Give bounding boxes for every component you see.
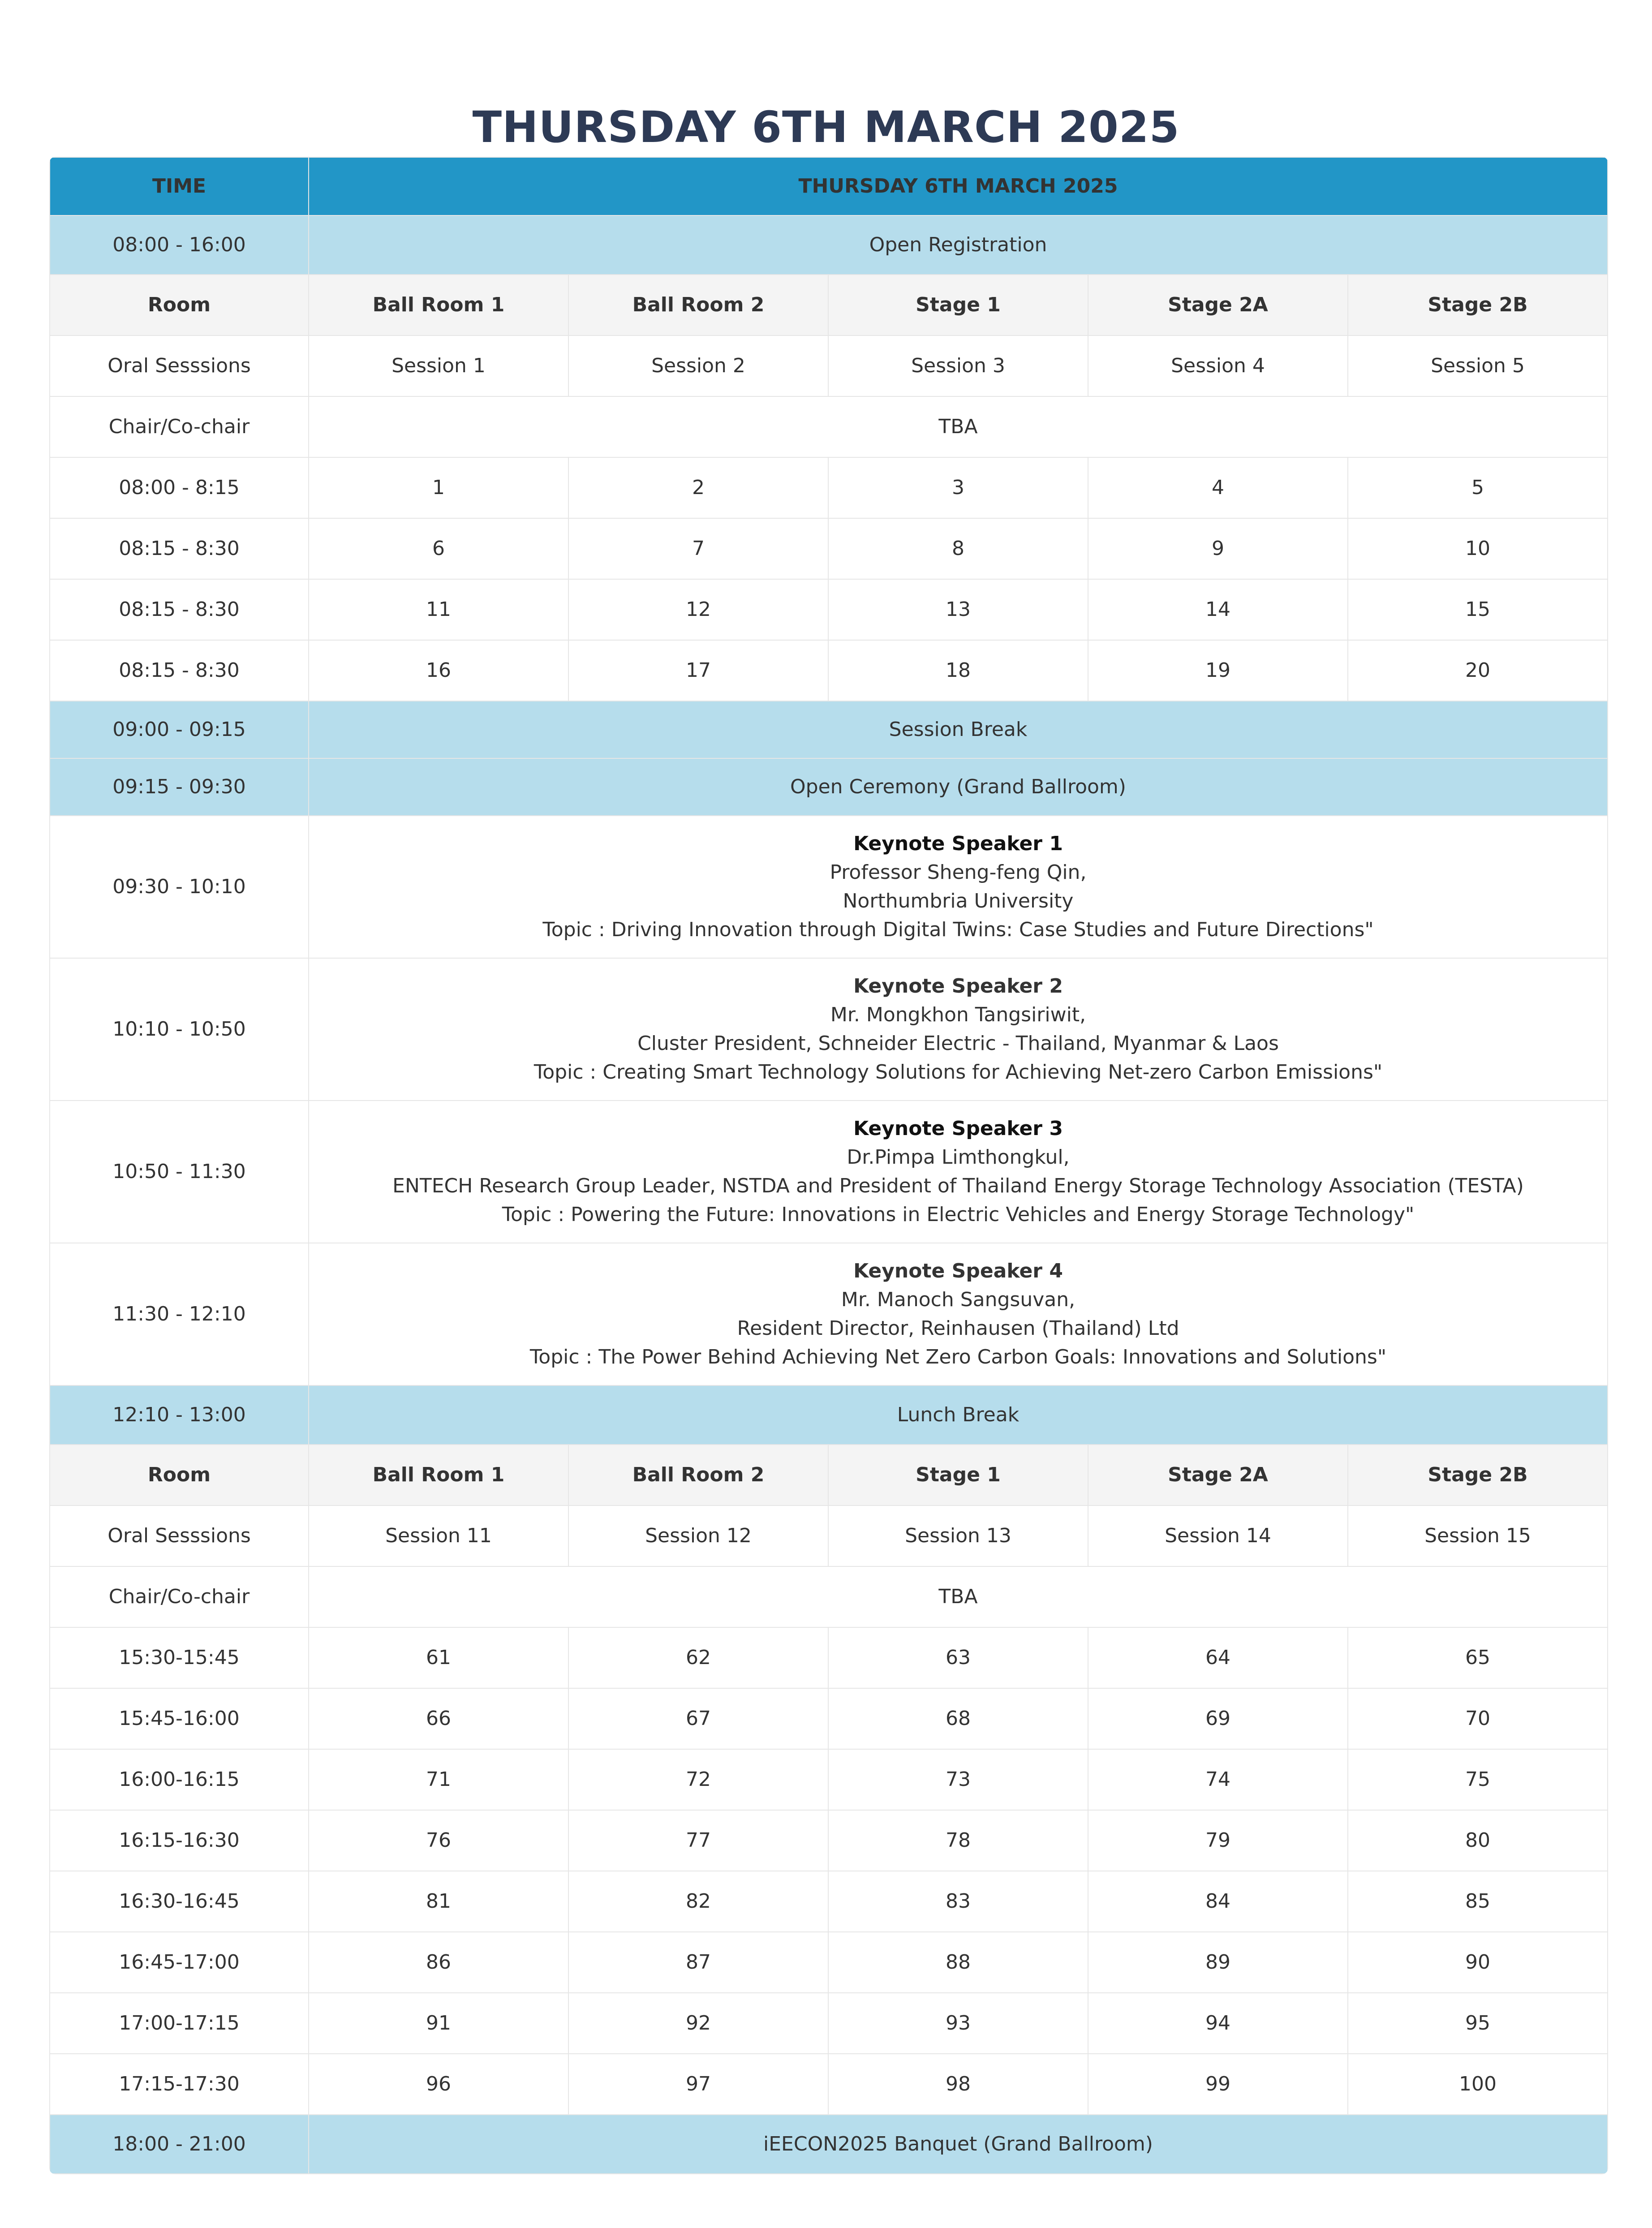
banquet-time: 18:00 - 21:00 [50, 2115, 309, 2174]
paper-number: 15 [1348, 579, 1608, 640]
slot-time: 15:45-16:00 [50, 1688, 309, 1749]
keynote-speaker: Mr. Mongkhon Tangsiriwit, [830, 1003, 1086, 1026]
paper-number: 100 [1348, 2054, 1608, 2115]
paper-number: 19 [1088, 640, 1348, 701]
oral-sessions-label: Oral Sesssions [50, 335, 309, 396]
session-name: Session 5 [1348, 335, 1608, 396]
room-name: Stage 2A [1088, 275, 1348, 335]
paper-number: 66 [309, 1688, 568, 1749]
paper-number: 1 [309, 457, 568, 518]
paper-number: 85 [1348, 1871, 1608, 1932]
paper-number: 89 [1088, 1932, 1348, 1993]
keynote-title: Keynote Speaker 3 [853, 1117, 1063, 1140]
paper-number: 9 [1088, 518, 1348, 579]
keynote-speaker: Mr. Manoch Sangsuvan, [841, 1288, 1076, 1311]
keynote-details [309, 816, 1608, 958]
oral-sessions-label: Oral Sesssions [50, 1505, 309, 1566]
paper-number: 18 [828, 640, 1088, 701]
ceremony-row [50, 758, 1608, 816]
banquet-row [50, 2115, 1608, 2174]
paper-number: 13 [828, 579, 1088, 640]
chair-value: TBA [309, 1566, 1608, 1627]
time-slot-row [50, 640, 1608, 701]
room-header-row [50, 275, 1608, 335]
paper-number: 80 [1348, 1810, 1608, 1871]
oral-sessions-row [50, 1505, 1608, 1566]
paper-number: 84 [1088, 1871, 1348, 1932]
paper-number: 86 [309, 1932, 568, 1993]
session_break-label: Session Break [309, 701, 1608, 758]
keynote-details [309, 958, 1608, 1101]
paper-number: 67 [568, 1688, 828, 1749]
keynote-row [50, 958, 1608, 1101]
paper-number: 82 [568, 1871, 828, 1932]
room-label: Room [50, 1445, 309, 1505]
ceremony-time: 09:15 - 09:30 [50, 758, 309, 816]
time-slot-row [50, 1749, 1608, 1810]
paper-number: 14 [1088, 579, 1348, 640]
paper-number: 7 [568, 518, 828, 579]
time-slot-row [50, 1993, 1608, 2054]
paper-number: 69 [1088, 1688, 1348, 1749]
keynote-details [309, 1243, 1608, 1385]
paper-number: 87 [568, 1932, 828, 1993]
paper-number: 99 [1088, 2054, 1348, 2115]
time-slot-row [50, 1871, 1608, 1932]
header-time: TIME [50, 157, 309, 215]
paper-number: 2 [568, 457, 828, 518]
time-slot-row [50, 1932, 1608, 1993]
paper-number: 83 [828, 1871, 1088, 1932]
slot-time: 17:15-17:30 [50, 2054, 309, 2115]
paper-number: 5 [1348, 457, 1608, 518]
slot-time: 08:15 - 8:30 [50, 640, 309, 701]
paper-number: 91 [309, 1993, 568, 2054]
paper-number: 77 [568, 1810, 828, 1871]
keynote-speaker: Professor Sheng-feng Qin, [830, 861, 1087, 884]
paper-number: 96 [309, 2054, 568, 2115]
paper-number: 20 [1348, 640, 1608, 701]
paper-number: 65 [1348, 1627, 1608, 1688]
chair-label: Chair/Co-chair [50, 1566, 309, 1627]
chair-row [50, 1566, 1608, 1627]
time-slot-row [50, 1810, 1608, 1871]
session_break-row [50, 701, 1608, 758]
paper-number: 81 [309, 1871, 568, 1932]
session-name: Session 4 [1088, 335, 1348, 396]
keynote-topic: Topic : Creating Smart Technology Solutions for Achieving Net-zero Carbon Emissions" [533, 1061, 1383, 1084]
room-name: Stage 2B [1348, 1445, 1608, 1505]
keynote-affiliation: Northumbria University [843, 890, 1074, 912]
keynote-time: 10:10 - 10:50 [50, 958, 309, 1101]
room-name: Ball Room 2 [568, 1445, 828, 1505]
session-name: Session 2 [568, 335, 828, 396]
paper-number: 3 [828, 457, 1088, 518]
room-name: Stage 1 [828, 1445, 1088, 1505]
keynote-time: 09:30 - 10:10 [50, 816, 309, 958]
room-name: Stage 2B [1348, 275, 1608, 335]
keynote-row [50, 1243, 1608, 1385]
slot-time: 17:00-17:15 [50, 1993, 309, 2054]
paper-number: 79 [1088, 1810, 1348, 1871]
time-slot-row [50, 1627, 1608, 1688]
paper-number: 4 [1088, 457, 1348, 518]
paper-number: 76 [309, 1810, 568, 1871]
time-slot-row [50, 518, 1608, 579]
paper-number: 16 [309, 640, 568, 701]
session-name: Session 3 [828, 335, 1088, 396]
paper-number: 73 [828, 1749, 1088, 1810]
session-name: Session 1 [309, 335, 568, 396]
time-slot-row [50, 457, 1608, 518]
session-name: Session 12 [568, 1505, 828, 1566]
paper-number: 68 [828, 1688, 1088, 1749]
paper-number: 8 [828, 518, 1088, 579]
registration-row [50, 215, 1608, 275]
keynote-affiliation: Cluster President, Schneider Electric - Thailand, Myanmar & Laos [637, 1032, 1279, 1055]
keynote-title: Keynote Speaker 2 [853, 975, 1063, 998]
session-name: Session 13 [828, 1505, 1088, 1566]
slot-time: 08:15 - 8:30 [50, 579, 309, 640]
keynote-row [50, 816, 1608, 958]
keynote-title: Keynote Speaker 4 [853, 1260, 1063, 1282]
slot-time: 16:15-16:30 [50, 1810, 309, 1871]
lunch-row [50, 1385, 1608, 1445]
room-name: Ball Room 1 [309, 1445, 568, 1505]
room-name: Stage 2A [1088, 1445, 1348, 1505]
room-name: Ball Room 1 [309, 275, 568, 335]
registration-time: 08:00 - 16:00 [50, 215, 309, 275]
session_break-time: 09:00 - 09:15 [50, 701, 309, 758]
paper-number: 97 [568, 2054, 828, 2115]
paper-number: 6 [309, 518, 568, 579]
slot-time: 16:00-16:15 [50, 1749, 309, 1810]
paper-number: 93 [828, 1993, 1088, 2054]
keynote-topic: Topic : The Power Behind Achieving Net Zero Carbon Goals: Innovations and Solutions" [529, 1346, 1387, 1368]
chair-value: TBA [309, 396, 1608, 457]
paper-number: 64 [1088, 1627, 1348, 1688]
room-name: Stage 1 [828, 275, 1088, 335]
slot-time: 08:15 - 8:30 [50, 518, 309, 579]
paper-number: 72 [568, 1749, 828, 1810]
paper-number: 95 [1348, 1993, 1608, 2054]
paper-number: 17 [568, 640, 828, 701]
session-name: Session 11 [309, 1505, 568, 1566]
keynote-time: 11:30 - 12:10 [50, 1243, 309, 1385]
paper-number: 71 [309, 1749, 568, 1810]
time-slot-row [50, 2054, 1608, 2115]
keynote-time: 10:50 - 11:30 [50, 1101, 309, 1243]
keynote-details [309, 1101, 1608, 1243]
keynote-affiliation: Resident Director, Reinhausen (Thailand) Ltd [737, 1317, 1179, 1340]
slot-time: 08:00 - 8:15 [50, 457, 309, 518]
paper-number: 70 [1348, 1688, 1608, 1749]
keynote-row [50, 1101, 1608, 1243]
paper-number: 10 [1348, 518, 1608, 579]
slot-time: 16:45-17:00 [50, 1932, 309, 1993]
paper-number: 12 [568, 579, 828, 640]
room-label: Room [50, 275, 309, 335]
paper-number: 98 [828, 2054, 1088, 2115]
session-name: Session 14 [1088, 1505, 1348, 1566]
time-slot-row [50, 579, 1608, 640]
banquet-label: iEECON2025 Banquet (Grand Ballroom) [309, 2115, 1608, 2174]
keynote-topic: Topic : Driving Innovation through Digital Twins: Case Studies and Future Directions" [542, 918, 1374, 941]
table-header-row [50, 157, 1608, 215]
room-header-row [50, 1445, 1608, 1505]
page-title: THURSDAY 6TH MARCH 2025 [472, 102, 1180, 153]
slot-time: 16:30-16:45 [50, 1871, 309, 1932]
paper-number: 94 [1088, 1993, 1348, 2054]
header-day: THURSDAY 6TH MARCH 2025 [309, 157, 1608, 215]
lunch-label: Lunch Break [309, 1385, 1608, 1445]
chair-row [50, 396, 1608, 457]
slot-time: 15:30-15:45 [50, 1627, 309, 1688]
room-name: Ball Room 2 [568, 275, 828, 335]
keynote-topic: Topic : Powering the Future: Innovations in Electric Vehicles and Energy Storage Technology" [502, 1203, 1415, 1226]
schedule-table [49, 157, 1608, 2174]
keynote-speaker: Dr.Pimpa Limthongkul, [847, 1146, 1070, 1169]
paper-number: 90 [1348, 1932, 1608, 1993]
paper-number: 62 [568, 1627, 828, 1688]
session-name: Session 15 [1348, 1505, 1608, 1566]
paper-number: 63 [828, 1627, 1088, 1688]
paper-number: 75 [1348, 1749, 1608, 1810]
lunch-time: 12:10 - 13:00 [50, 1385, 309, 1445]
paper-number: 92 [568, 1993, 828, 2054]
paper-number: 74 [1088, 1749, 1348, 1810]
keynote-affiliation: ENTECH Research Group Leader, NSTDA and President of Thailand Energy Storage Technology Association (TESTA) [392, 1174, 1524, 1197]
keynote-title: Keynote Speaker 1 [853, 832, 1063, 855]
registration-label: Open Registration [309, 215, 1608, 275]
ceremony-label: Open Ceremony (Grand Ballroom) [309, 758, 1608, 816]
paper-number: 88 [828, 1932, 1088, 1993]
paper-number: 61 [309, 1627, 568, 1688]
paper-number: 78 [828, 1810, 1088, 1871]
oral-sessions-row [50, 335, 1608, 396]
chair-label: Chair/Co-chair [50, 396, 309, 457]
paper-number: 11 [309, 579, 568, 640]
time-slot-row [50, 1688, 1608, 1749]
